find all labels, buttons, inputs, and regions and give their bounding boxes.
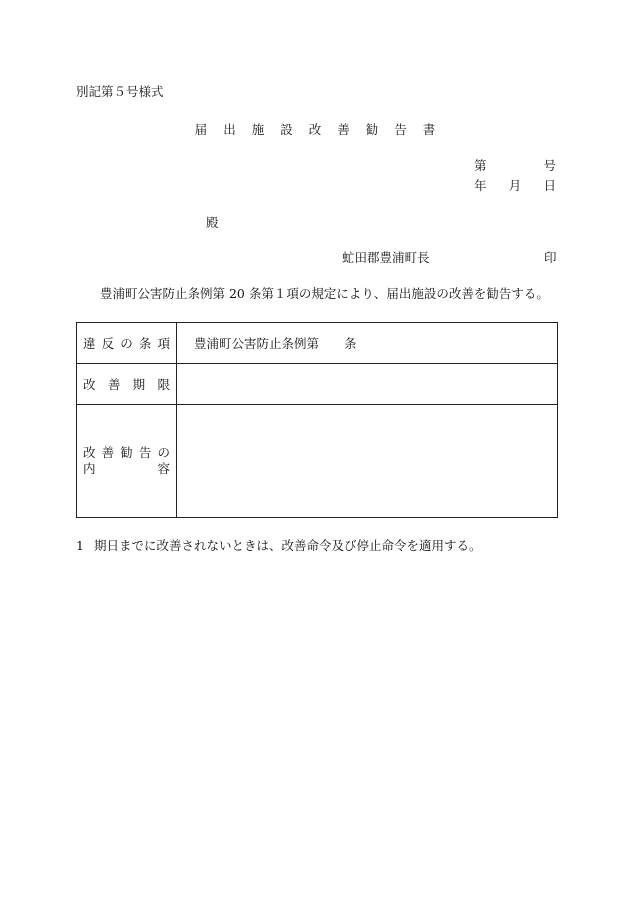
footnote-text: 期日までに改善されないときは、改善命令及び停止命令を適用する。 <box>94 538 482 553</box>
seal-mark: 印 <box>544 250 557 265</box>
improvement-deadline-label <box>77 364 177 405</box>
addressee-suffix: 殿 <box>206 215 219 230</box>
label-char: 条 <box>138 336 152 351</box>
label-char: 違 <box>83 336 96 351</box>
title-char: 施 <box>251 122 265 137</box>
table-row <box>77 364 558 405</box>
details-table <box>76 322 558 518</box>
title-char: 改 <box>308 122 322 137</box>
reference-number <box>474 160 556 173</box>
form-number: 別記第５号様式 <box>76 84 164 99</box>
label-char: 反 <box>101 336 115 351</box>
improvement-deadline-value[interactable] <box>177 364 558 405</box>
title-char: 告 <box>394 122 407 137</box>
issuer-name: 虻田郡豊浦町長 <box>342 250 430 265</box>
body-text: 豊浦町公害防止条例第 20 条第１項の規定により、届出施設の改善を勧告する。 <box>100 286 549 301</box>
issue-date <box>474 180 556 193</box>
title-char: 出 <box>223 122 236 137</box>
date-month: 月 <box>508 178 522 193</box>
label-char: 改 <box>83 377 96 392</box>
label-char: 改 <box>83 445 96 460</box>
date-day: 日 <box>543 178 556 193</box>
violation-clause-value[interactable]: 豊浦町公害防止条例第 条 <box>177 323 558 364</box>
document-title <box>0 124 630 137</box>
table-row <box>77 405 558 518</box>
date-year: 年 <box>474 178 487 193</box>
violation-clause-label <box>77 323 177 364</box>
recommendation-content-label <box>77 405 177 518</box>
table-row <box>77 323 558 364</box>
recommendation-content-value[interactable] <box>177 405 558 518</box>
reference-dai: 第 <box>474 158 487 173</box>
title-char: 設 <box>280 122 293 137</box>
label-char: 内 <box>83 461 96 476</box>
label-char: 勧 <box>120 445 133 460</box>
footnote-number: 1 <box>76 538 84 553</box>
label-char: の <box>120 336 133 351</box>
label-char: の <box>157 445 170 460</box>
footnote <box>76 540 482 553</box>
title-char: 書 <box>422 122 436 137</box>
title-char: 届 <box>194 122 208 137</box>
label-char: 限 <box>157 377 170 392</box>
title-char: 勧 <box>365 122 379 137</box>
label-char: 容 <box>157 461 170 476</box>
label-char: 期 <box>132 377 146 392</box>
label-char: 項 <box>157 336 170 351</box>
label-char: 告 <box>138 445 152 460</box>
title-char: 善 <box>337 122 350 137</box>
label-char: 善 <box>101 445 115 460</box>
label-char: 善 <box>107 377 121 392</box>
reference-go: 号 <box>543 158 556 173</box>
